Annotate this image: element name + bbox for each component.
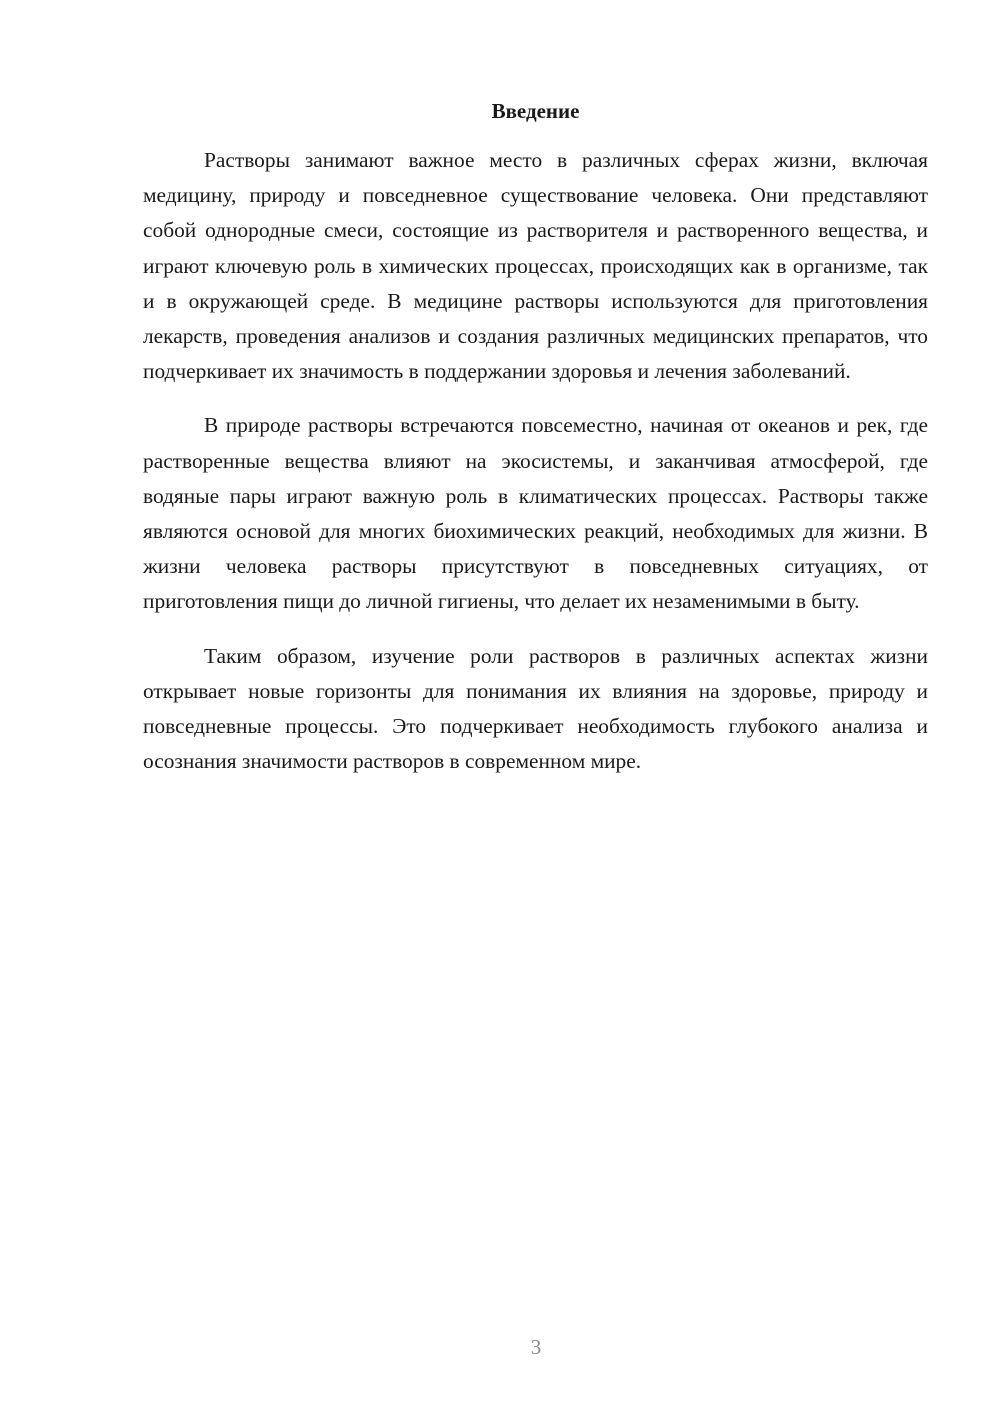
body-text	[143, 143, 928, 798]
page-number: 3	[530, 1335, 542, 1359]
paragraph: В природе растворы встречаются повсеместно, начиная от океанов и рек, где растворенные вещества влияют на экосистемы, и заканчивая атмосферой, где водяные пары играют важную роль в климатических процессах. Растворы также являются основой для многих биохимических реакций, необходимых для жизни. В жизни человека растворы присутствуют в повседневных ситуациях, от приготовления пищи до личной гигиены, что делает их незаменимыми в быту.	[143, 413, 928, 614]
paragraph: Таким образом, изучение роли растворов в различных аспектах жизни открывает новые горизонты для понимания их влияния на здоровье, природу и повседневные процессы. Это подчеркивает необходимость глубокого анализа и осознания значимости растворов в современном мире.	[143, 643, 928, 774]
paragraph: Растворы занимают важное место в различных сферах жизни, включая медицину, природу и повседневное существование человека. Они представляют собой однородные смеси, состоящие из растворителя и растворенного вещества, и играют ключевую роль в химических процессах, происходящих как в организме, так и в окружающей среде. В медицине растворы используются для приготовления лекарств, проведения анализов и создания различных медицинских препаратов, что подчеркивает их значимость в поддержании здоровья и лечения заболеваний.	[143, 148, 928, 384]
section-heading: Введение	[491, 99, 580, 123]
